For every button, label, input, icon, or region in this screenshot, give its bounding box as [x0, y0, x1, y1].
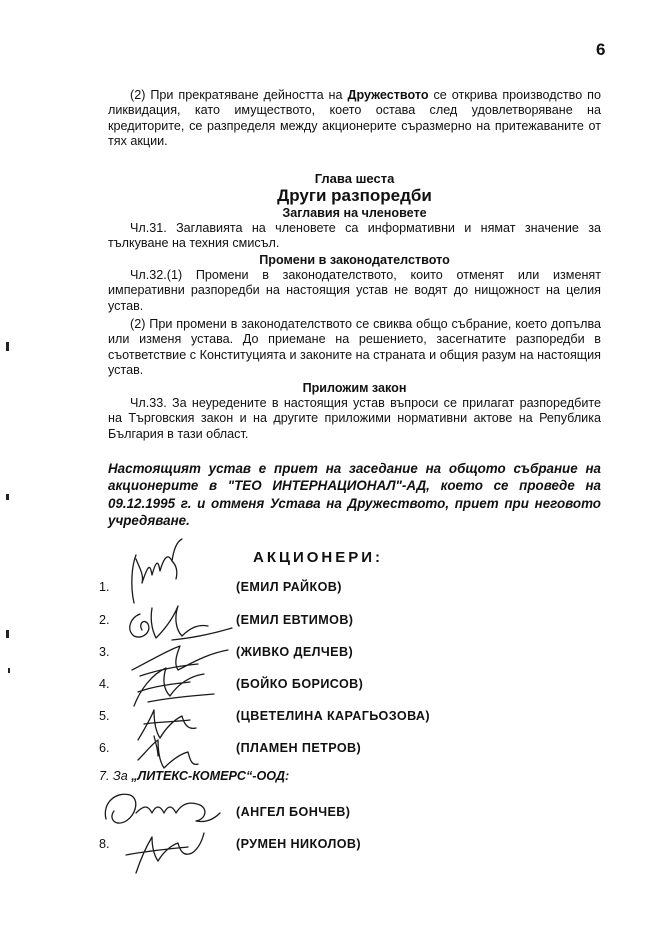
shareholder-number: 6.: [99, 741, 110, 755]
final-statement: Настоящият устав е приет на заседание на общото събрание на акционерите в "ТЕО ИНТЕРНАЦИОНАЛ"-АД, което се проведе на 09.12.1995 г. и отменя Устава на Дружеството, приет при неговото учредяване.: [108, 461, 601, 529]
section-title: Заглавия на членовете: [282, 206, 427, 220]
article-paragraph: (2) При промени в законодателството се свиква общо събрание, което допълва или изменя устава. До приемане на решението, засегнатите разпоредби в съответствие с Конституцията и законите на страната и общия разум на настоящия устав.: [108, 317, 601, 378]
article-paragraph: Чл.31. Заглавията на членовете са информативни и нямат значение за тълкуване на техния смисъл.: [108, 221, 601, 251]
company-line: 7. За „ЛИТЕКС-КОМЕРС“-ООД:: [99, 769, 290, 783]
shareholder-name: (ЦВЕТЕЛИНА КАРАГЬОЗОВА): [236, 709, 431, 723]
representative-row: [0, 837, 667, 855]
signature-8: [112, 823, 212, 878]
article-paragraph: Чл.32.(1) Промени в законодателството, които отменят или изменят императивни разпоредби на настоящия устав не водят до нищожност на целия устав.: [108, 268, 601, 313]
shareholder-row: [0, 741, 667, 759]
margin-mark: [6, 494, 9, 500]
shareholder-name: (ЖИВКО ДЕЛЧЕВ): [236, 645, 354, 659]
shareholder-row: [0, 645, 667, 663]
shareholder-name: (БОЙКО БОРИСОВ): [236, 677, 364, 691]
shareholder-name: (ЕМИЛ РАЙКОВ): [236, 580, 342, 594]
chapter-title: Други разпоредби: [277, 186, 432, 205]
shareholder-number: 2.: [99, 613, 110, 627]
margin-mark: [6, 342, 9, 351]
article-paragraph: Чл.33. За неуредените в настоящия устав въпроси се прилагат разпоредбите на Търговския закон и на другите приложими нормативни актове на Република България в тази област.: [108, 396, 601, 441]
representative-number: 8.: [99, 837, 110, 851]
shareholder-row: [0, 709, 667, 727]
company-name: „ЛИТЕКС-КОМЕРС“-ООД:: [131, 769, 290, 783]
shareholder-number: 1.: [99, 580, 110, 594]
chapter-label: Глава шеста: [314, 171, 395, 186]
margin-mark: [8, 668, 10, 673]
page-number: 6: [596, 40, 606, 59]
shareholder-number: 5.: [99, 709, 110, 723]
shareholder-name: (ЕМИЛ ЕВТИМОВ): [236, 613, 354, 627]
signature-6: [118, 730, 218, 775]
section-title: Приложим закон: [302, 381, 407, 395]
shareholder-row: [0, 580, 667, 598]
shareholder-number: 4.: [99, 677, 110, 691]
shareholder-name: (ПЛАМЕН ПЕТРОВ): [236, 741, 362, 755]
representative-name: (АНГЕЛ БОНЧЕВ): [236, 805, 351, 819]
shareholder-row: [0, 613, 667, 631]
intro-paragraph-pre: (2) При прекратяване дейността на: [130, 88, 348, 102]
shareholders-heading: АКЦИОНЕРИ:: [253, 549, 384, 566]
section-title: Промени в законодателството: [259, 253, 450, 267]
intro-paragraph-bold: Дружеството: [347, 88, 429, 102]
margin-mark: [6, 630, 9, 638]
representative-name: (РУМЕН НИКОЛОВ): [236, 837, 361, 851]
shareholder-row: [0, 677, 667, 695]
intro-paragraph: [108, 88, 601, 150]
shareholder-number: 3.: [99, 645, 110, 659]
intro-paragraph-post: се открива производство по ликвидация, като имуществото, което остава след удовлетворяване на кредиторите, се разпределя между акционерите съразмерно на притежаваните от тях акции.: [108, 88, 601, 149]
